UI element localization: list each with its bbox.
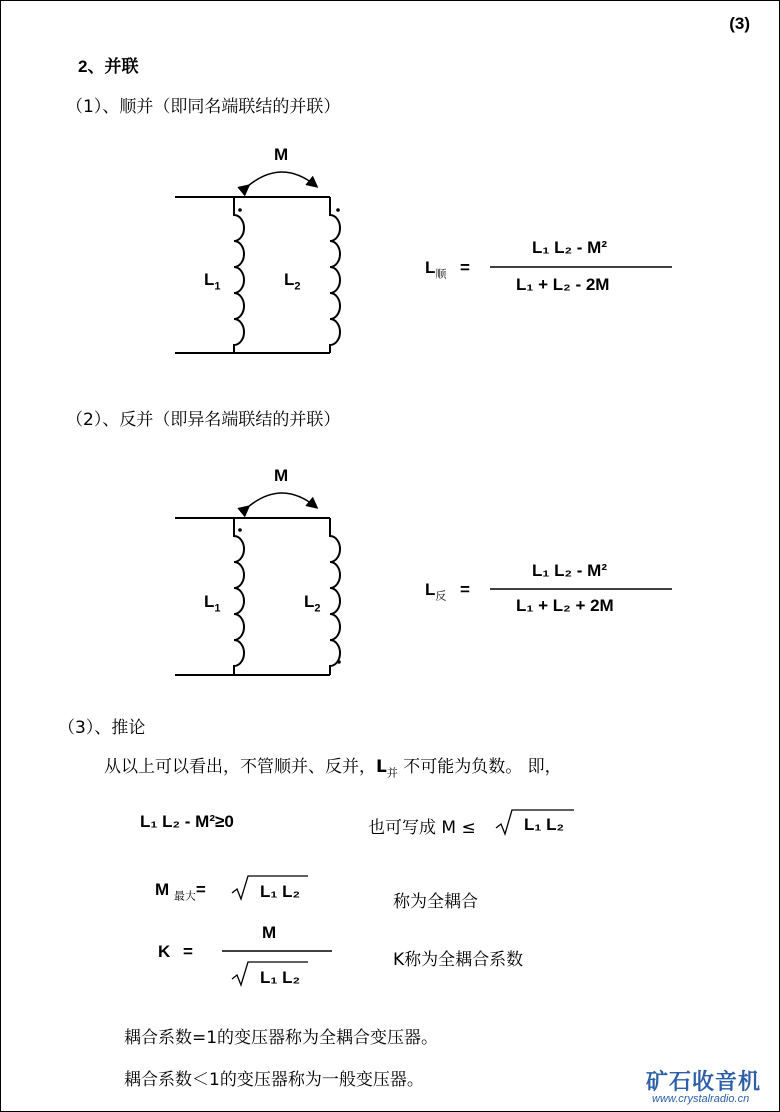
coil-l2-case2: [330, 518, 340, 675]
mutual-arrow-case2: [248, 493, 316, 507]
mutual-label: M: [274, 466, 289, 485]
case1-heading: （1）、顺并（即同名端联结的并联）: [66, 97, 341, 117]
denominator: L₁ + L₂ - 2M: [516, 275, 610, 294]
sqrt-arg: L₁ L₂: [260, 968, 301, 987]
numerator: L₁ L₂ - M²: [532, 238, 608, 257]
mutual-label: M: [274, 145, 289, 164]
page-number: (3): [729, 14, 750, 33]
note-full-coupling: 耦合系数=1的变压器称为全耦合变压器。: [124, 1028, 439, 1048]
note-general: 耦合系数＜1的变压器称为一般变压器。: [124, 1070, 424, 1090]
equals-sign: =: [460, 580, 470, 599]
coil1-label: $L_1$: [204, 270, 221, 293]
dot-marker: [336, 208, 340, 212]
dot-marker: [238, 528, 242, 532]
coil-l1-case2: [234, 518, 244, 675]
watermark-title: 矿石收音机: [646, 1070, 762, 1095]
k-label: K: [158, 942, 171, 961]
dot-marker: [238, 208, 242, 212]
denominator: L₁ + L₂ + 2M: [516, 596, 614, 615]
coil2-label: $L_2$: [284, 270, 301, 293]
mutual-arrow-case1: [248, 172, 316, 186]
result-label: $L_反$: [425, 580, 447, 603]
k-numerator: M: [262, 923, 277, 942]
k-desc: K称为全耦合系数: [393, 950, 524, 970]
numerator: L₁ L₂ - M²: [532, 561, 608, 580]
dot-marker: [337, 660, 341, 664]
coil2-label: $L_2$: [304, 592, 321, 615]
mmax-label: M $_{最大}$=: [155, 880, 206, 903]
mmax-desc: 称为全耦合: [393, 892, 478, 912]
circuit-2: [175, 493, 340, 675]
circuit-1: [175, 172, 340, 353]
k-equals: =: [183, 942, 193, 961]
result-label: $L_顺$: [425, 258, 447, 281]
sqrt-arg: L₁ L₂: [524, 815, 565, 834]
equals-sign: =: [460, 258, 470, 277]
inference-heading: （3）、推论: [58, 718, 146, 738]
inequality: L₁ L₂ - M²≥0: [140, 812, 234, 831]
coil-l2-case1: [330, 197, 340, 353]
sqrt-arg: L₁ L₂: [260, 882, 301, 901]
watermark-url: www.crystalradio.cn: [652, 1093, 750, 1105]
coil-l1-case1: [234, 197, 244, 353]
section-heading: 2、并联: [78, 57, 139, 76]
inference-sentence: 从以上可以看出，不管顺并、反并，$L_并$ 不可能为负数。 即，: [104, 757, 562, 780]
coil1-label: $L_1$: [204, 592, 221, 615]
case2-heading: （2）、反并（即异名端联结的并联）: [66, 410, 341, 430]
also-written: 也可写成 M ≤: [368, 818, 476, 838]
